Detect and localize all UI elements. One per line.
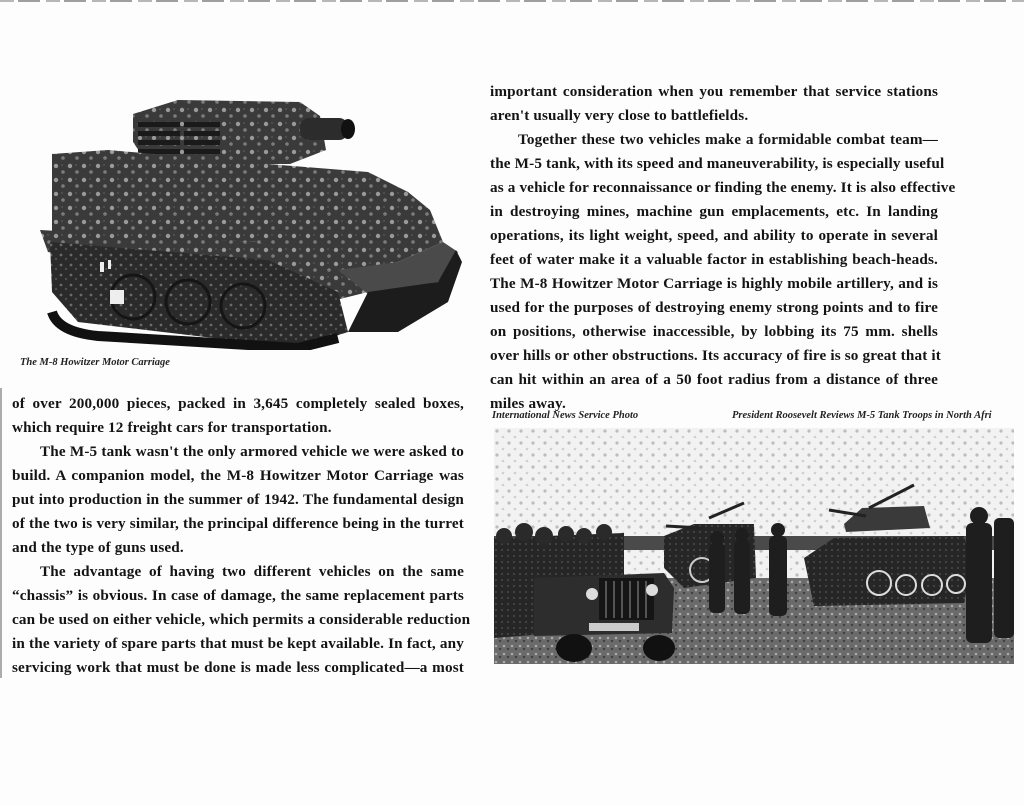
text-line: of over 200,000 pieces, packed in 3,645 completely sealed boxes,: [12, 395, 464, 412]
text-line: servicing work that must be done is made less complicated—a most: [12, 659, 464, 676]
photo-credit: International News Service Photo: [492, 410, 639, 421]
text-line: as a vehicle for reconnaissance or finding the enemy. It is also effective: [490, 179, 956, 196]
text-line: feet of water make it a valuable factor in establishing beach-heads.: [490, 251, 938, 268]
text-line: The M-8 Howitzer Motor Carriage is highly mobile artillery, and is: [490, 275, 938, 292]
text-line: over hills or other obstructions. Its accuracy of fire is so great that it: [490, 347, 941, 364]
right-column-text: [490, 80, 956, 416]
text-line: and the type of guns used.: [12, 539, 184, 556]
text-line: operations, its light weight, speed, and ability to operate in several: [490, 227, 938, 244]
m8-howitzer-photo: [38, 92, 463, 350]
roosevelt-photo-caption: President Roosevelt Reviews M-5 Tank Troops in North Afri: [732, 410, 992, 421]
text-line: put into production in the summer of 1942. The fundamental design: [12, 491, 464, 508]
text-line: Together these two vehicles make a formidable combat team—: [518, 131, 938, 148]
text-line: in destroying mines, machine gun emplacements, etc. In landing: [490, 203, 938, 220]
text-line: “chassis” is obvious. In case of damage, the same replacement parts: [12, 587, 464, 604]
text-line: important consideration when you remember that service stations: [490, 83, 938, 100]
text-line: used for the purposes of destroying enemy strong points and to fire: [490, 299, 938, 316]
text-line: can hit within an area of a 50 foot radius from a distance of three: [490, 371, 938, 388]
text-line: The M-5 tank wasn't the only armored vehicle we were asked to: [40, 443, 464, 460]
text-line: aren't usually very close to battlefields.: [490, 107, 749, 124]
text-line: can be used on either vehicle, which permits a considerable reduction: [12, 611, 471, 628]
text-line: The advantage of having two different vehicles on the same: [40, 563, 464, 580]
scan-left-edge: [0, 388, 2, 678]
text-line: miles away.: [490, 395, 566, 412]
text-line: the M-5 tank, with its speed and maneuverability, is especially useful: [490, 155, 945, 172]
left-column-text: [12, 392, 471, 680]
scan-top-edge: [0, 0, 1024, 2]
text-line: of the two is very similar, the principal difference being in the turret: [12, 515, 464, 532]
text-line: which require 12 freight cars for transportation.: [12, 419, 332, 436]
tank-photo-caption: The M-8 Howitzer Motor Carriage: [20, 357, 170, 368]
text-line: on positions, otherwise inaccessible, by lobbing its 75 mm. shells: [490, 323, 938, 340]
roosevelt-review-photo: [494, 428, 1014, 664]
text-line: build. A companion model, the M-8 Howitzer Motor Carriage was: [12, 467, 464, 484]
text-line: in the variety of spare parts that must be kept available. In fact, any: [12, 635, 464, 652]
